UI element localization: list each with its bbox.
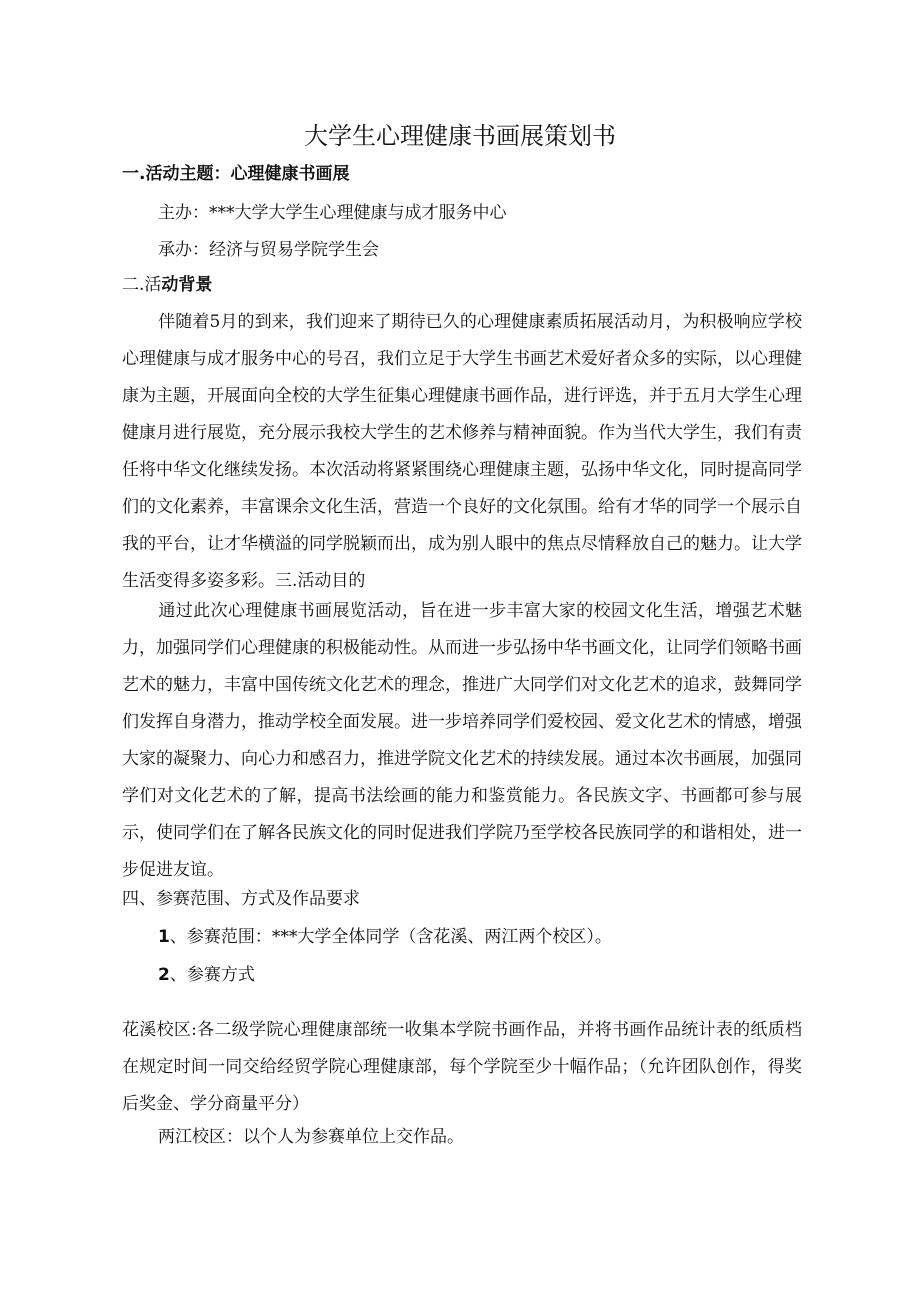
background-paragraph xyxy=(122,304,802,600)
organizer-line: 承办：经济与贸易学院学生会 xyxy=(158,240,379,260)
section-2-prefix: 二.活 xyxy=(122,275,162,295)
huaxi-text: 花溪校区:各二级学院心理健康部统一收集本学院书画作品，并将书画作品统计表的纸质档在规定时间一同交给经贸学院心理健康部，每个学院至少十幅作品；（允许团队创作，得奖后奖金、学分商量平分） xyxy=(122,1020,802,1114)
section-4-heading: 四、参赛范围、方式及作品要求 xyxy=(122,889,360,909)
huaxi-paragraph xyxy=(122,1012,802,1123)
background-text: 伴随着5月的到来，我们迎来了期待已久的心理健康素质拓展活动月，为积极响应学校心理健康与成才服务中心的号召，我们立足于大学生书画艺术爱好者众多的实际，以心理健康为主题，开展面向全校的大学生征集心理健康书画作品，进行评选，并于五月大学生心理健康月进行展览，充分展示我校大学生的艺术修养与精神面貌。作为当代大学生，我们有责任将中华文化继续发扬。本次活动将紧紧围绕心理健康主题，弘扬中华文化，同时提高同学们的文化素养，丰富课余文化生活，营造一个良好的文化氛围。给有才华的同学一个展示自我的平台，让才华横溢的同学脱颖而出，成为别人眼中的焦点尽情释放自己的魅力。让大学生活变得多姿多彩。三.活动目的 xyxy=(122,312,802,591)
host-line: 主办：***大学大学生心理健康与成才服务中心 xyxy=(158,203,507,223)
section-2-bold: 动背景 xyxy=(161,275,213,295)
item-2 xyxy=(158,963,255,987)
section-2-heading xyxy=(122,273,212,297)
item-1-number: 1 xyxy=(158,927,170,947)
item-1-text: 、参赛范围：***大学全体同学（含花溪、两江两个校区）。 xyxy=(169,927,612,947)
section-1-heading: 一.活动主题：心理健康书画展 xyxy=(122,164,350,184)
item-1 xyxy=(158,925,612,949)
document-title: 大学生心理健康书画展策划书 xyxy=(304,122,616,150)
liangjiang-line: 两江校区：以个人为参赛单位上交作品。 xyxy=(158,1127,464,1147)
purpose-paragraph xyxy=(122,593,802,889)
purpose-text: 通过此次心理健康书画展览活动，旨在进一步丰富大家的校园文化生活，增强艺术魅力，加强同学们心理健康的积极能动性。从而进一步弘扬中华书画文化，让同学们领略书画艺术的魅力，丰富中国传统文化艺术的理念，推进广大同学们对文化艺术的追求，鼓舞同学们发挥自身潜力，推动学校全面发展。进一步培养同学们爱校园、爱文化艺术的情感，增强大家的凝聚力、向心力和感召力，推进学院文化艺术的持续发展。通过本次书画展，加强同学们对文化艺术的了解，提高书法绘画的能力和鉴赏能力。各民族文字、书画都可参与展示，使同学们在了解各民族文化的同时促进我们学院乃至学校各民族同学的和谐相处，进一步促进友谊。 xyxy=(122,601,802,880)
item-2-text: 、参赛方式 xyxy=(169,965,255,985)
item-2-number: 2 xyxy=(158,965,170,985)
